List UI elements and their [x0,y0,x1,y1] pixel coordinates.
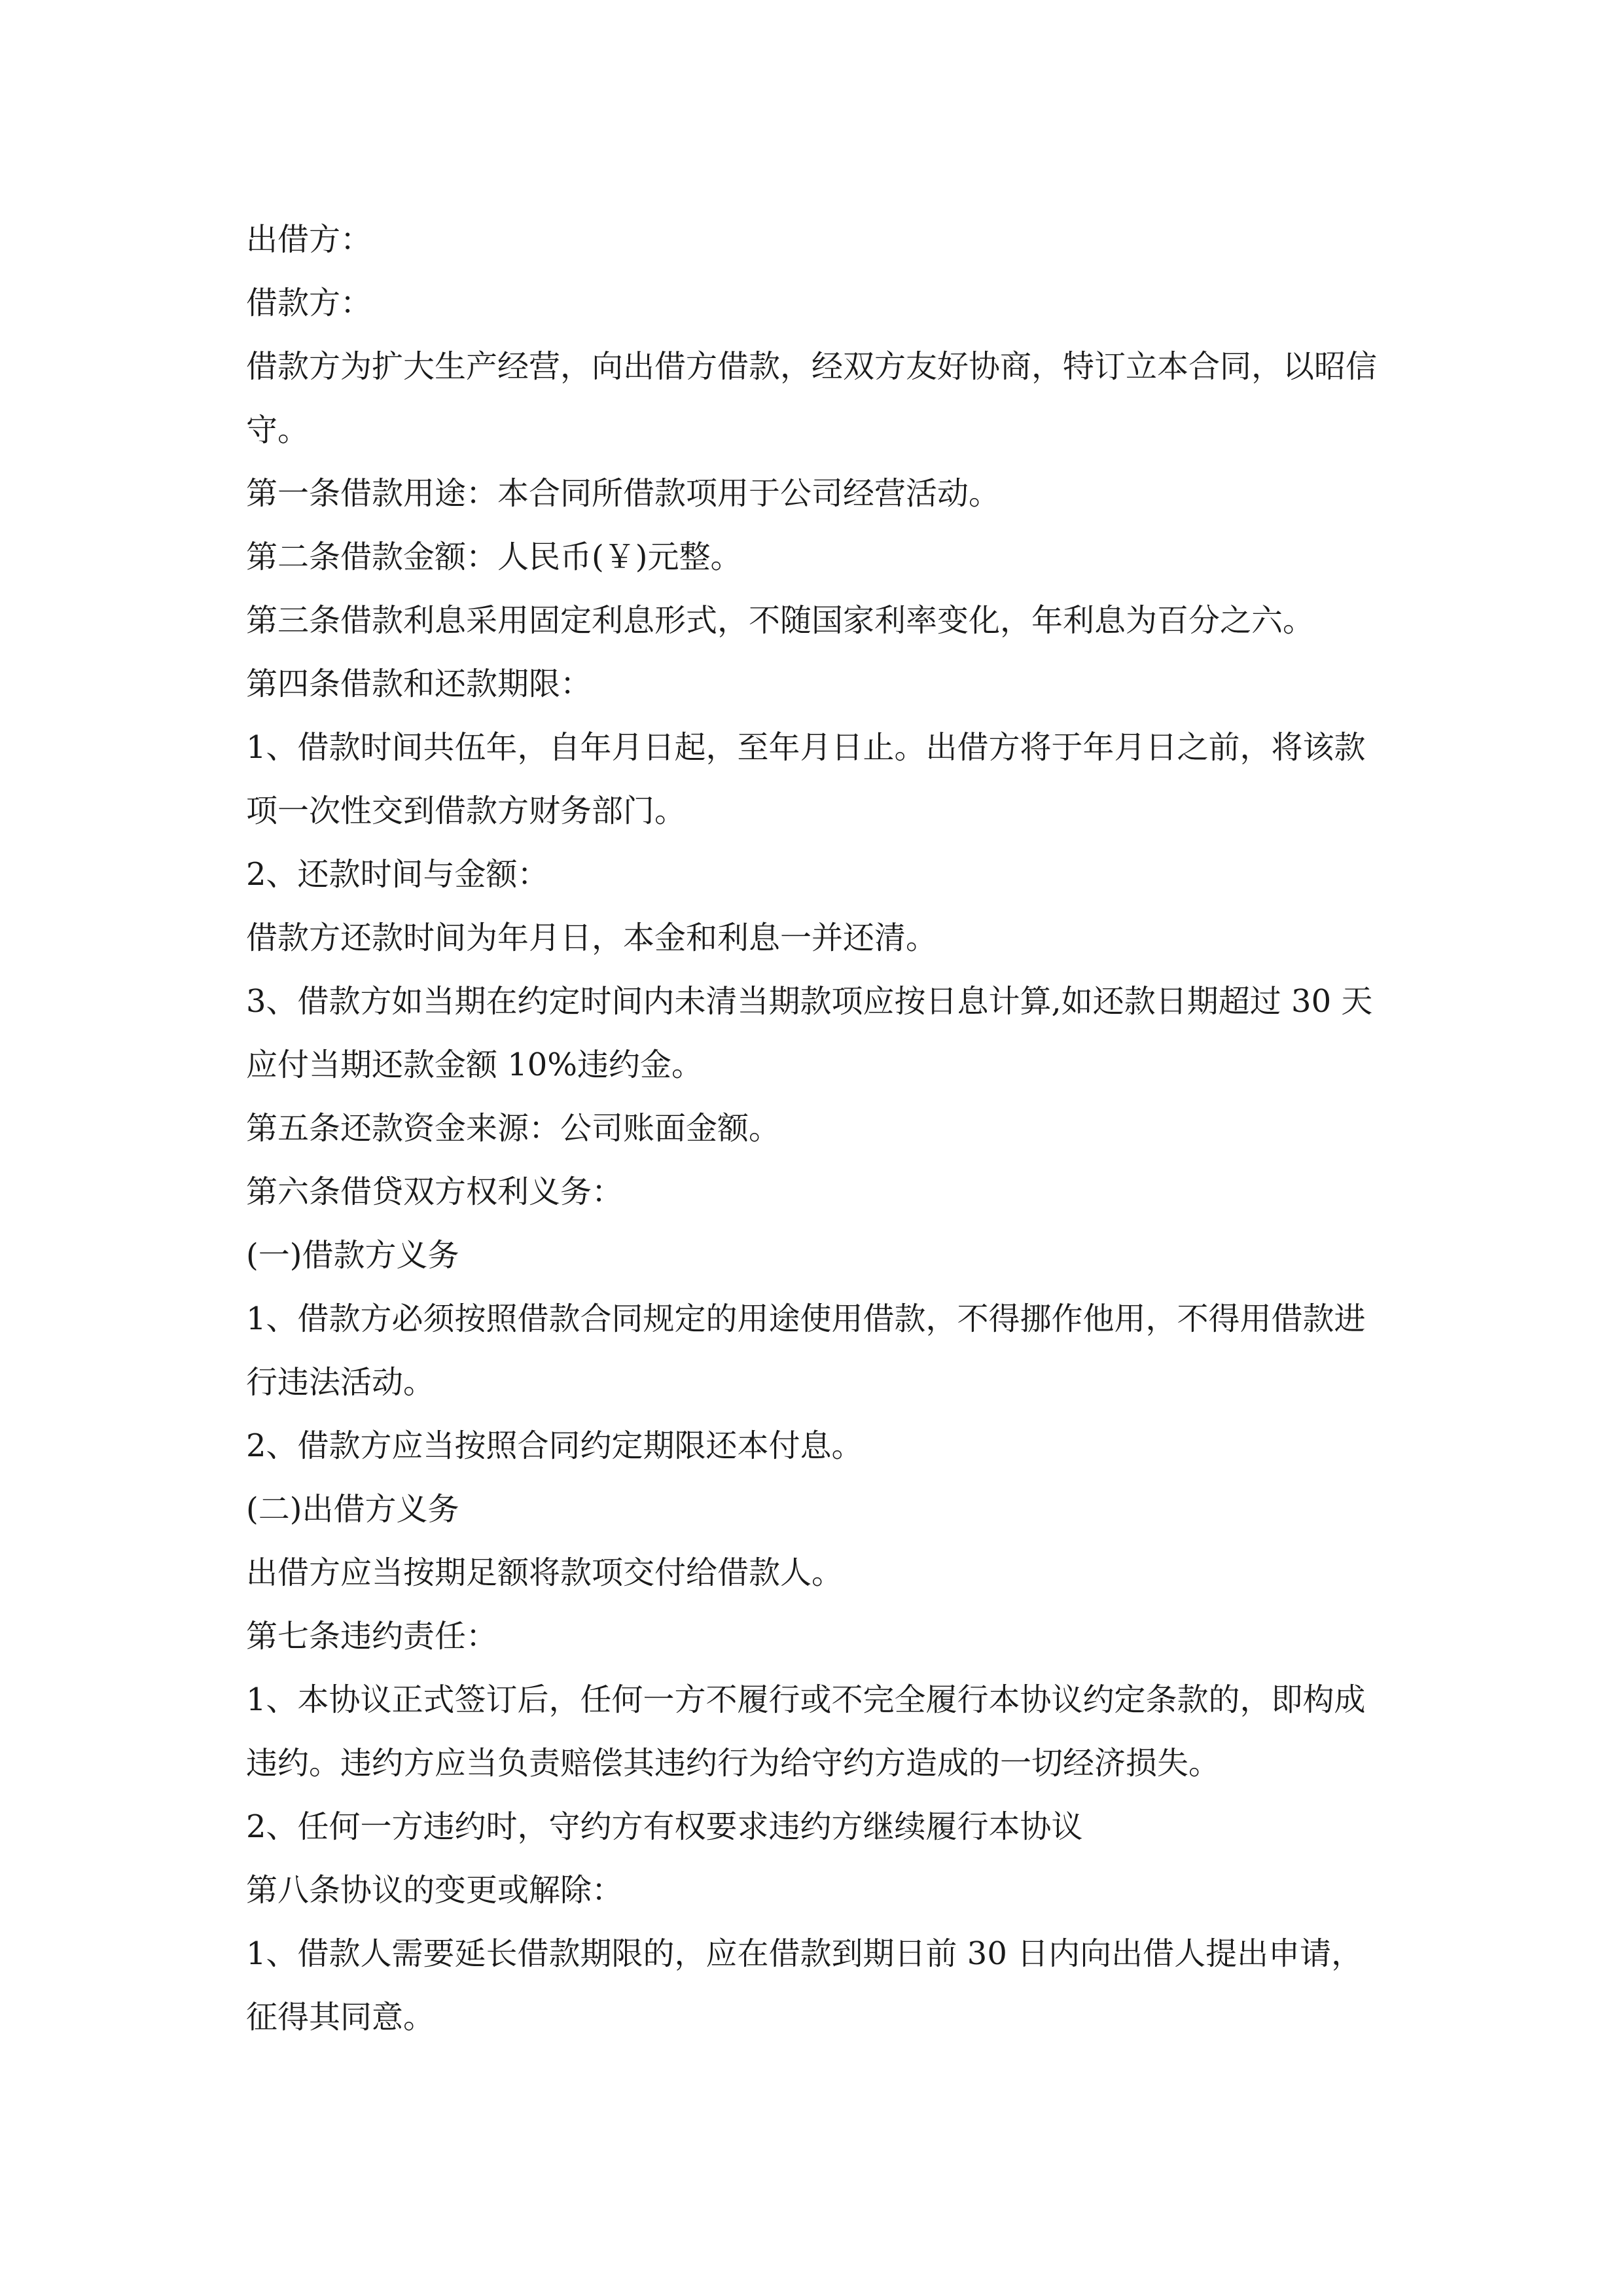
lender-duty: 出借方应当按期足额将款项交付给借款人。 [246,1554,844,1591]
article-7-item-1: 1、本协议正式签订后，任何一方不履行或不完全履行本协议约定条款的，即构成违约。违约方应当负责赔偿其违约行为给守约方造成的一切经济损失。 [246,1681,1366,1782]
article-4-heading: 第四条借款和还款期限： [246,666,592,702]
borrower-duty-2: 2、借款方应当按照合同约定期限还本付息。 [246,1427,863,1464]
borrower-duties-heading: (一)借款方义务 [246,1237,459,1274]
article-6-heading: 第六条借贷双方权利义务： [246,1174,624,1210]
article-7-item-2: 2、任何一方违约时，守约方有权要求违约方继续履行本协议 [246,1808,1083,1845]
article-4-item-3: 3、借款方如当期在约定时间内未清当期款项应按日息计算,如还款日期超过 30 天应付当期还款金额 10%违约金。 [246,983,1373,1083]
article-8-item-1: 1、借款人需要延长借款期限的，应在借款到期日前 30 日内向出借人提出申请，征得其同意。 [246,1935,1363,2036]
article-4-item-2: 2、还款时间与金额： [246,856,549,893]
article-5: 第五条还款资金来源：公司账面金额。 [246,1110,781,1147]
preamble: 借款方为扩大生产经营，向出借方借款，经双方友好协商，特订立本合同，以昭信守。 [246,348,1378,448]
article-8-heading: 第八条协议的变更或解除： [246,1872,624,1909]
borrower-line: 借款方： [246,285,372,321]
document-body [246,208,1385,2049]
lender-duties-heading: (二)出借方义务 [246,1491,459,1528]
article-3: 第三条借款利息采用固定利息形式，不随国家利率变化，年利息为百分之六。 [246,602,1315,639]
article-1: 第一条借款用途：本合同所借款项用于公司经营活动。 [246,475,1001,512]
borrower-duty-1: 1、借款方必须按照借款合同规定的用途使用借款，不得挪作他用，不得用借款进行违法活动。 [246,1300,1366,1401]
article-4-item-2-detail: 借款方还款时间为年月日，本金和利息一并还清。 [246,920,938,956]
article-2: 第二条借款金额：人民币(￥)元整。 [246,539,742,575]
article-4-item-1: 1、借款时间共伍年，自年月日起，至年月日止。出借方将于年月日之前，将该款项一次性交到借款方财务部门。 [246,729,1366,829]
lender-line: 出借方： [246,221,372,258]
article-7-heading: 第七条违约责任： [246,1618,498,1655]
